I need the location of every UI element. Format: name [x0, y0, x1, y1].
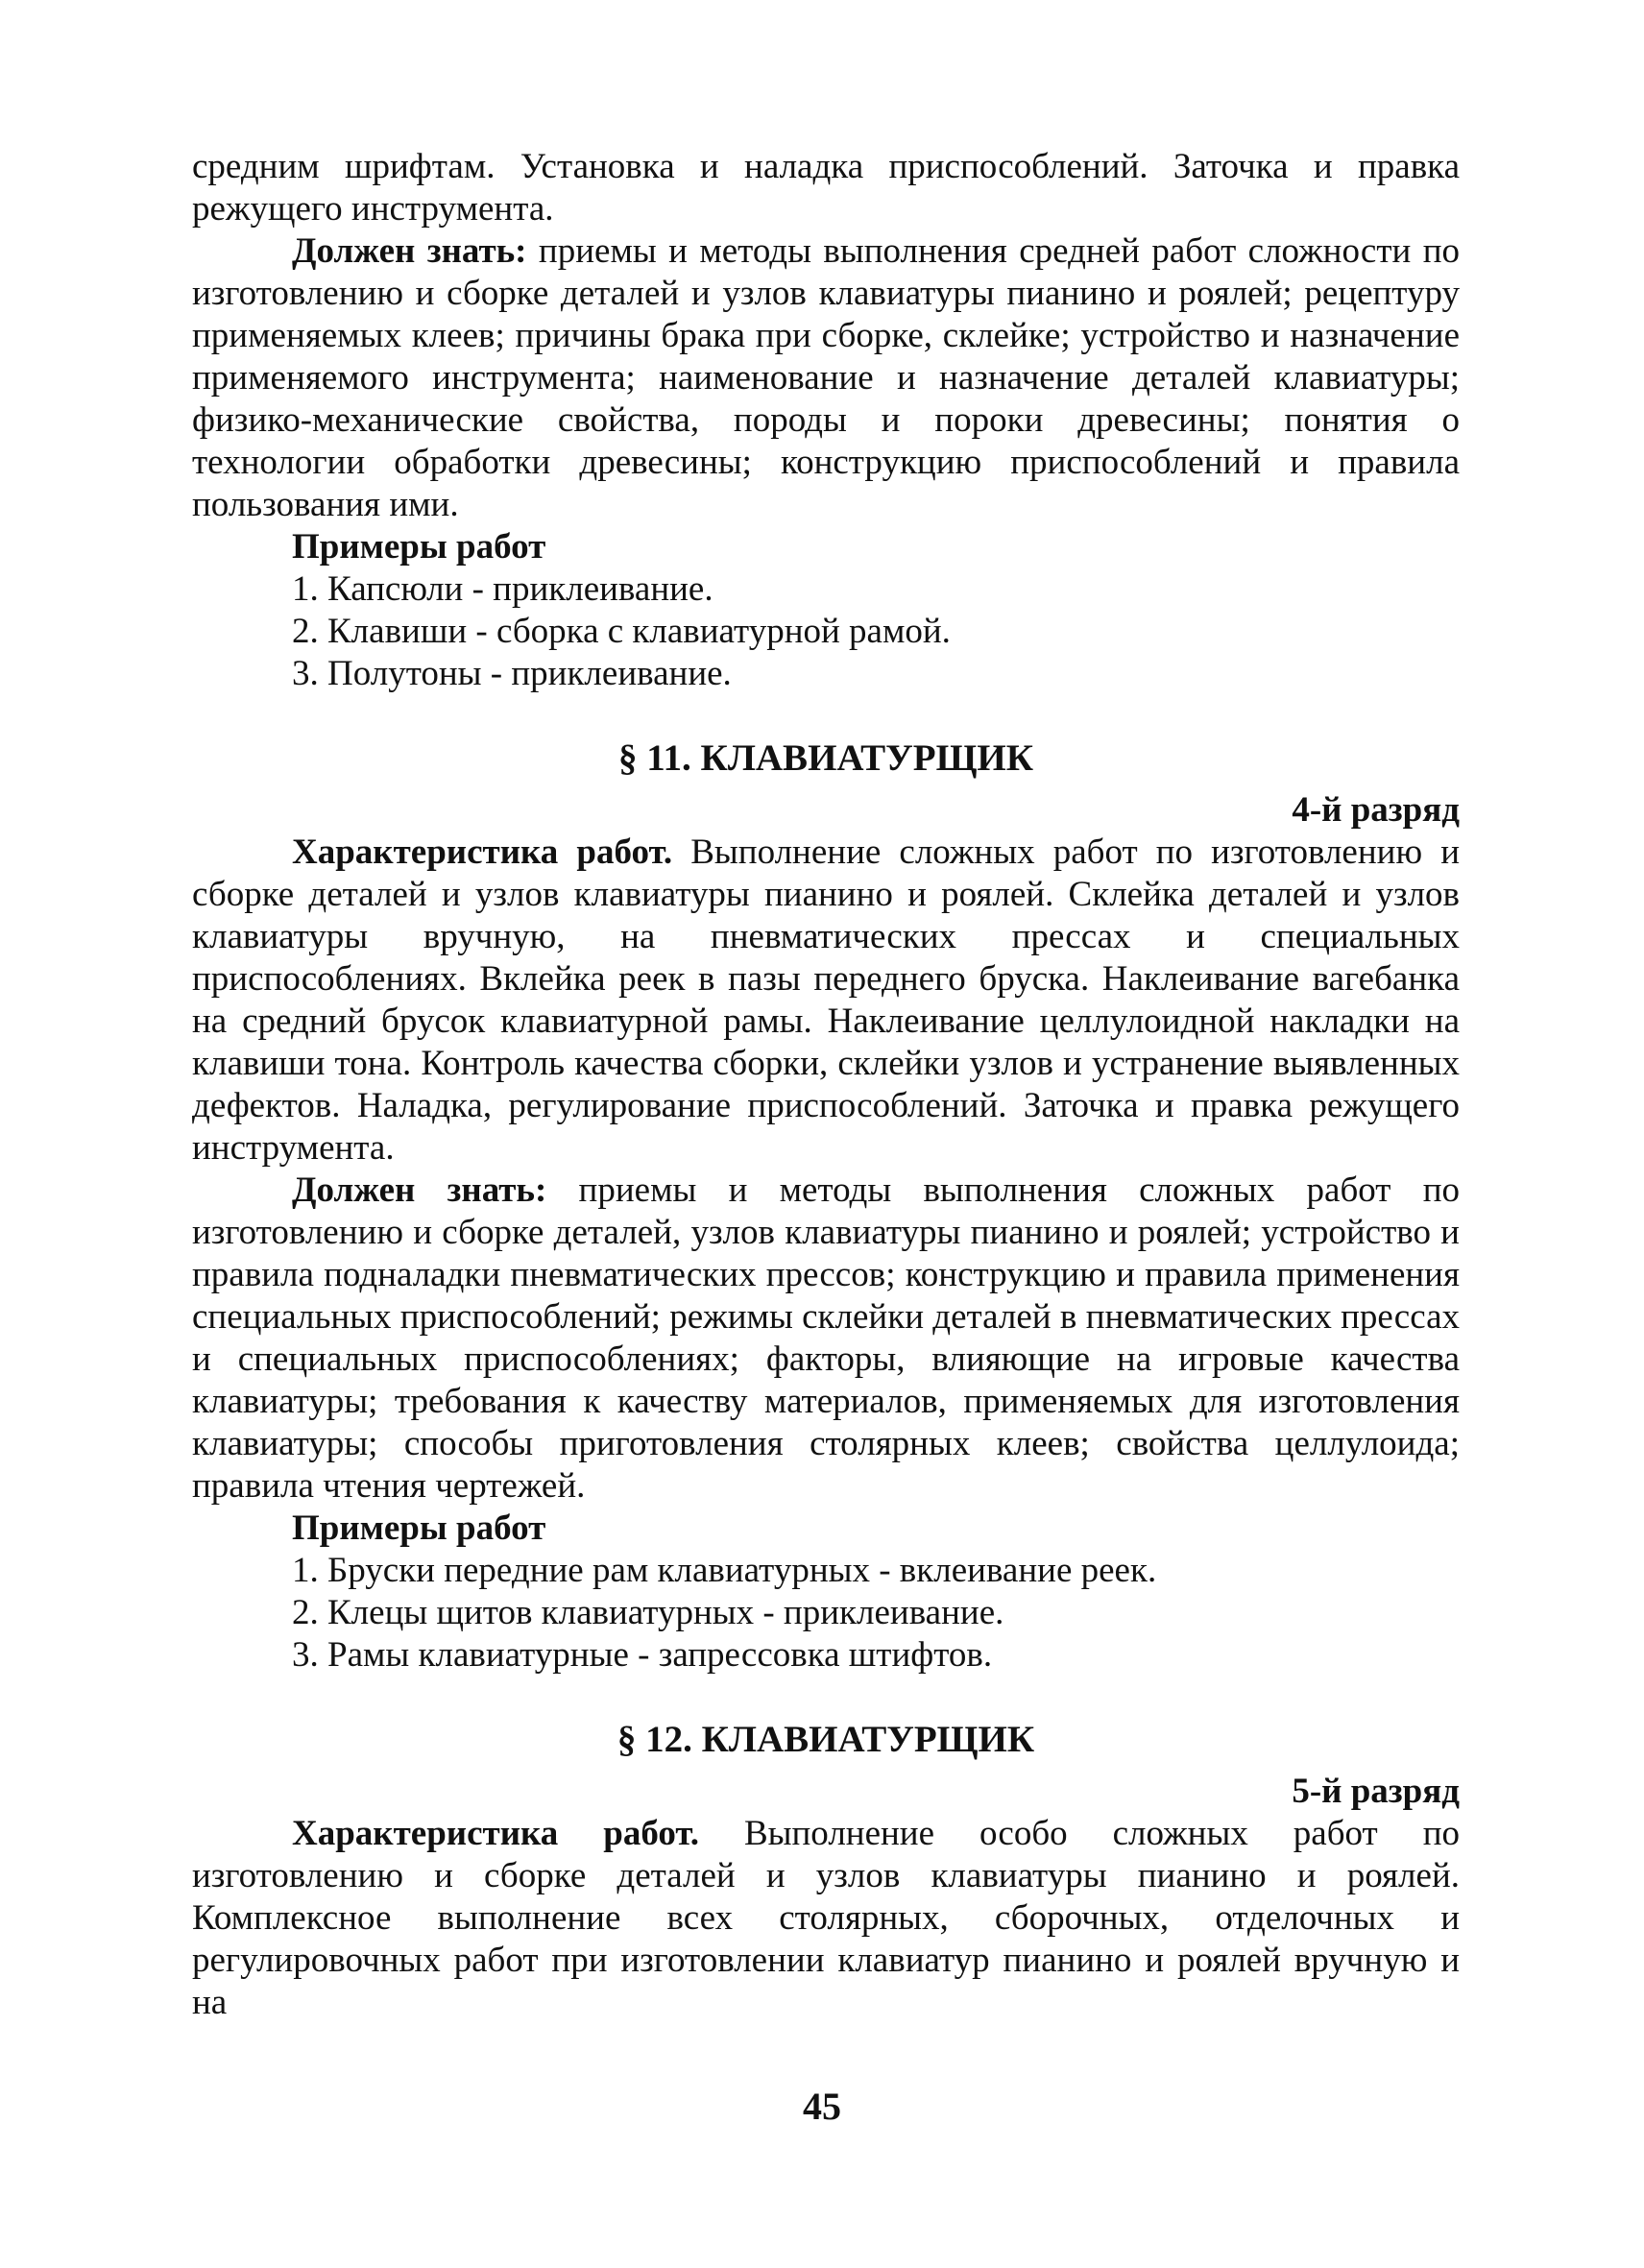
characteristics-text: Выполнение особо сложных работ по изготовлению и сборке деталей и узлов клавиатуры пианино и роялей. Комплексное выполнение всех столярных, сборочных, отделочных и регулировочных работ при изготовлении клавиатур пианино и роялей вручную и на	[192, 1814, 1460, 2022]
characteristics-label: Характеристика работ.	[292, 1814, 699, 1853]
list-item: 1. Капсюли - приклеивание.	[292, 569, 713, 609]
examples-title: Примеры работ	[292, 1508, 546, 1548]
list-item: 1. Бруски передние рам клавиатурных - вклеивание реек.	[292, 1551, 1157, 1590]
characteristics-text: Выполнение сложных работ по изготовлению и сборке деталей и узлов клавиатуры пианино и роялей. Склейка деталей и узлов клавиатуры вручную, на пневматических прессах и специальных приспособлениях. Вклейка реек в пазы переднего бруска. Наклеивание вагебанка на средний брусок клавиатурной рамы. Наклеивание целлулоидной накладки на клавиши тона. Контроль качества сборки, склейки узлов и устранение выявленных дефектов. Наладка, регулирование приспособлений. Заточка и правка режущего инструмента.	[192, 832, 1461, 1168]
list-item: 2. Клавиши - сборка с клавиатурной рамой.	[292, 612, 951, 651]
knowledge-label: Должен знать:	[292, 1170, 547, 1210]
knowledge-label: Должен знать:	[292, 231, 527, 271]
list-item: 3. Полутоны - приклеивание.	[292, 654, 732, 693]
section-heading: § 11. КЛАВИАТУРЩИК	[617, 737, 1034, 779]
characteristics-paragraph	[192, 1813, 1460, 2024]
list-item: 3. Рамы клавиатурные - запрессовка штифтов.	[292, 1635, 993, 1675]
examples-list	[192, 568, 1460, 695]
list-item: 2. Клецы щитов клавиатурных - приклеивание.	[292, 1593, 1004, 1632]
page-number: 45	[803, 2085, 841, 2128]
document-page	[192, 146, 1460, 2024]
grade-label: 4-й разряд	[1292, 790, 1460, 830]
characteristics-paragraph	[192, 832, 1460, 1170]
intro-paragraph: средним шрифтам. Установка и наладка приспособлений. Заточка и правка режущего инструмента.	[192, 147, 1460, 229]
section-heading: § 12. КЛАВИАТУРЩИК	[616, 1719, 1035, 1760]
characteristics-label: Характеристика работ.	[292, 832, 673, 872]
examples-title: Примеры работ	[292, 527, 546, 567]
knowledge-paragraph	[192, 1170, 1460, 1508]
examples-list	[192, 1550, 1460, 1677]
knowledge-text: приемы и методы выполнения средней работ сложности по изготовлению и сборке деталей и узлов клавиатуры пианино и роялей; рецептуру применяемых клеев; причины брака при сборке, склейке; устройство и назначение применяемого инструмента; наименование и назначение деталей клавиатуры; физико-механические свойства, породы и пороки древесины; понятия о технологии обработки древесины; конструкцию приспособлений и правила пользования ими.	[192, 231, 1461, 524]
knowledge-text: приемы и методы выполнения сложных работ по изготовлению и сборке деталей, узлов клавиатуры пианино и роялей; устройство и правила подналадки пневматических прессов; конструкцию и правила применения специальных приспособлений; режимы склейки деталей в пневматических прессах и специальных приспособлениях; факторы, влияющие на игровые качества клавиатуры; требования к качеству материалов, применяемых для изготовления клавиатуры; способы приготовления столярных клеев; свойства целлулоида; правила чтения чертежей.	[192, 1170, 1460, 1506]
intro-knowledge-paragraph	[192, 230, 1460, 526]
grade-label: 5-й разряд	[1292, 1772, 1460, 1811]
